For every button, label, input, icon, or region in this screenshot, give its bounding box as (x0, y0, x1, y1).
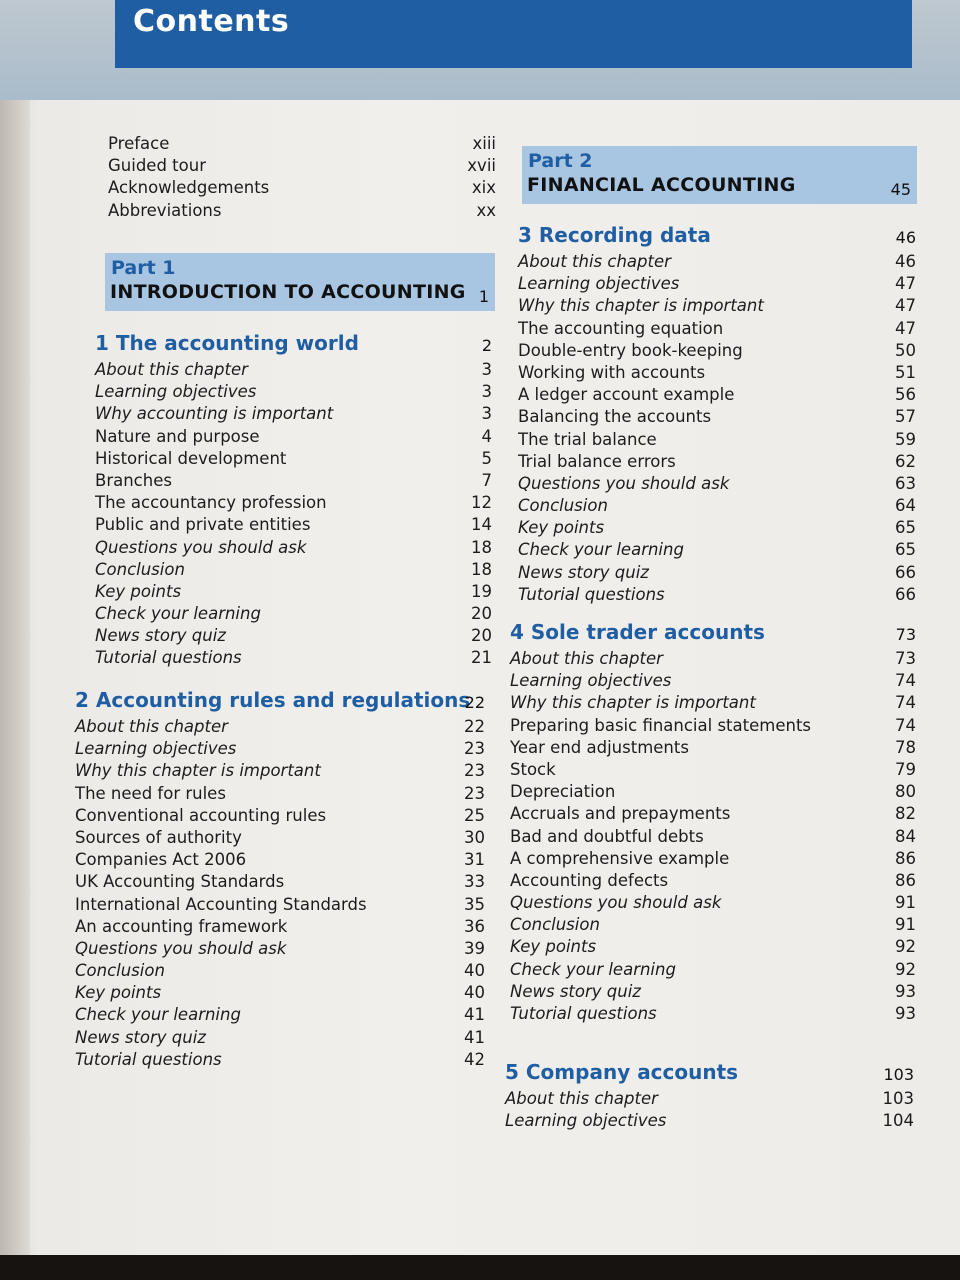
toc-entry-page: 47 (895, 274, 916, 294)
toc-entry (518, 318, 916, 340)
toc-entry-title: News story quiz (95, 626, 226, 646)
toc-entry-page: 51 (895, 362, 916, 382)
toc-entry (518, 429, 916, 451)
toc-entry-title: The accountancy profession (95, 493, 327, 513)
toc-entry-title: Tutorial questions (510, 1004, 657, 1023)
toc-entry (75, 938, 485, 960)
toc-entry (95, 448, 492, 470)
toc-entry-title: About this chapter (518, 252, 671, 271)
toc-entry-page: 46 (895, 252, 916, 271)
toc-entry (75, 760, 485, 782)
toc-entry (75, 783, 485, 805)
toc-entry (95, 625, 492, 647)
chapter-3-block (518, 219, 916, 606)
toc-entry (510, 848, 916, 870)
toc-entry (510, 803, 916, 825)
toc-entry (510, 692, 916, 714)
toc-entry (510, 759, 916, 781)
toc-entry (75, 871, 485, 893)
toc-entry-title: Branches (95, 470, 172, 490)
chapter-heading (505, 1056, 914, 1088)
toc-entry-page: 23 (464, 783, 485, 803)
part-1-label: Part 1 (111, 257, 176, 279)
toc-entry (75, 827, 485, 849)
toc-entry-page: 25 (464, 805, 485, 825)
toc-entry-title: Nature and purpose (95, 426, 260, 446)
chapter-heading (518, 219, 916, 251)
toc-entry-title: About this chapter (75, 717, 228, 736)
toc-entry-title: Learning objectives (505, 1111, 667, 1131)
part-2-box (522, 146, 917, 204)
toc-entry-page: 84 (895, 826, 916, 846)
toc-entry-title: Preparing basic financial statements (510, 715, 812, 735)
toc-entry-title: Bad and doubtful debts (510, 826, 704, 846)
toc-entry-title: Trial balance errors (518, 451, 676, 471)
toc-entry-title: Why this chapter is important (75, 761, 321, 781)
toc-entry (108, 133, 496, 155)
toc-entry-page: xvii (467, 156, 496, 176)
toc-entry (510, 892, 916, 914)
toc-entry (518, 451, 916, 473)
toc-entry (518, 362, 916, 384)
toc-entry-page: 93 (895, 981, 916, 1001)
toc-entry-page: 73 (895, 649, 916, 668)
toc-entry (505, 1110, 914, 1132)
toc-entry-title: About this chapter (95, 360, 248, 379)
toc-entry-page: 103 (882, 1089, 914, 1108)
toc-entry (518, 495, 916, 517)
toc-entry-page: 86 (895, 870, 916, 890)
toc-entry-title: Why this chapter is important (510, 693, 756, 713)
toc-entry-title: Check your learning (518, 540, 684, 560)
toc-entry (95, 492, 492, 514)
chapter-heading (75, 684, 485, 716)
toc-entry (518, 384, 916, 406)
toc-entry-title: Learning objectives (95, 382, 257, 402)
toc-entry (108, 200, 496, 222)
toc-entry (518, 295, 916, 317)
toc-entry-title: Tutorial questions (75, 1049, 222, 1069)
toc-entry-page: 23 (464, 761, 485, 781)
chapter-heading-title: 2 Accounting rules and regulations (75, 688, 471, 712)
toc-entry-title: Abbreviations (108, 200, 222, 220)
toc-entry-title: Historical development (95, 448, 287, 468)
toc-entry-title: Conclusion (95, 559, 185, 579)
toc-entry-title: Public and private entities (95, 515, 311, 535)
toc-entry-title: Learning objectives (510, 671, 672, 691)
toc-entry-title: Key points (75, 983, 162, 1003)
toc-entry-page: 30 (464, 827, 485, 847)
toc-entry-page: 57 (895, 407, 916, 427)
chapter-heading-page: 22 (464, 693, 485, 712)
toc-entry-title: An accounting framework (75, 916, 288, 936)
chapter-heading (95, 327, 492, 359)
part-2-title: FINANCIAL ACCOUNTING (527, 174, 796, 196)
toc-entry-page: 74 (895, 671, 916, 691)
toc-entry-page: 78 (895, 737, 916, 757)
toc-entry-page: 3 (481, 360, 492, 379)
toc-entry-title: A comprehensive example (510, 848, 730, 868)
toc-entry (75, 894, 485, 916)
toc-entry-title: Check your learning (510, 959, 676, 979)
table-surface (0, 1255, 960, 1280)
chapter-2-block (75, 684, 485, 1071)
toc-entry-page: 93 (895, 1004, 916, 1023)
book-spine-shadow (0, 0, 30, 1255)
toc-entry-page: 63 (895, 473, 916, 493)
toc-entry-title: The accounting equation (518, 318, 724, 338)
toc-entry-title: Tutorial questions (518, 584, 665, 604)
toc-entry (510, 914, 916, 936)
toc-entry-page: 23 (464, 739, 485, 759)
toc-entry-page: 18 (471, 537, 492, 557)
toc-entry-page: 74 (895, 693, 916, 713)
toc-entry-page: 40 (464, 961, 485, 981)
toc-entry-title: News story quiz (518, 562, 649, 582)
toc-entry (95, 359, 492, 381)
toc-entry-title: Check your learning (75, 1005, 241, 1025)
toc-entry (510, 715, 916, 737)
toc-entry (75, 738, 485, 760)
toc-entry (510, 648, 916, 670)
toc-entry-page: 92 (895, 937, 916, 957)
chapter-heading-title: 5 Company accounts (505, 1060, 739, 1084)
toc-entry-page: 82 (895, 804, 916, 824)
toc-entry (510, 870, 916, 892)
toc-entry-page: 5 (481, 448, 492, 468)
chapter-heading-page: 46 (895, 228, 916, 247)
toc-entry-page: 3 (481, 382, 492, 402)
part-1-title: INTRODUCTION TO ACCOUNTING (110, 281, 466, 303)
toc-entry-page: 66 (895, 584, 916, 604)
toc-entry (510, 826, 916, 848)
toc-entry-page: 86 (895, 848, 916, 868)
toc-entry-page: 7 (481, 470, 492, 490)
toc-entry (75, 1004, 485, 1026)
toc-entry-page: 36 (464, 916, 485, 936)
title-bar (115, 0, 912, 68)
toc-entry-title: Companies Act 2006 (75, 850, 247, 870)
toc-entry (75, 849, 485, 871)
toc-entry-page: 12 (471, 493, 492, 513)
toc-entry-title: Conventional accounting rules (75, 805, 327, 825)
page-title: Contents (133, 4, 290, 39)
toc-entry-page: 21 (471, 648, 492, 668)
toc-entry-page: 91 (895, 893, 916, 913)
toc-entry-title: Year end adjustments (510, 737, 689, 757)
toc-entry-title: Accruals and prepayments (510, 804, 731, 824)
toc-entry (510, 670, 916, 692)
toc-entry-title: Preface (108, 134, 170, 153)
toc-entry-title: Stock (510, 759, 556, 779)
toc-entry (95, 647, 492, 669)
toc-entry (518, 406, 916, 428)
chapter-heading-title: 4 Sole trader accounts (510, 620, 765, 644)
toc-entry-page: 42 (464, 1049, 485, 1069)
part-1-box (105, 253, 495, 311)
toc-entry-page: 64 (895, 496, 916, 516)
toc-entry-title: Balancing the accounts (518, 407, 712, 427)
toc-entry-title: Questions you should ask (510, 893, 722, 913)
chapter-heading-title: 3 Recording data (518, 223, 711, 247)
toc-entry (518, 251, 916, 273)
toc-entry-page: 3 (481, 404, 492, 424)
toc-entry (108, 177, 496, 199)
chapter-heading-title: 1 The accounting world (95, 331, 359, 355)
toc-entry-title: Learning objectives (518, 274, 680, 294)
toc-entry (75, 982, 485, 1004)
toc-entry-page: 14 (471, 515, 492, 535)
toc-entry-page: 104 (882, 1111, 914, 1131)
toc-entry (95, 559, 492, 581)
toc-entry-title: Key points (95, 581, 182, 601)
toc-entry-title: Guided tour (108, 156, 206, 176)
toc-entry (95, 603, 492, 625)
toc-entry-page: 39 (464, 938, 485, 958)
toc-entry-title: Accounting defects (510, 870, 669, 890)
toc-entry (95, 403, 492, 425)
toc-entry-page: 41 (464, 1027, 485, 1047)
toc-entry-page: 92 (895, 959, 916, 979)
toc-entry (75, 960, 485, 982)
toc-entry (518, 517, 916, 539)
toc-entry-page: 74 (895, 715, 916, 735)
toc-entry-page: 18 (471, 559, 492, 579)
toc-entry-page: 40 (464, 983, 485, 1003)
toc-entry-title: Questions you should ask (518, 473, 730, 493)
toc-entry (95, 514, 492, 536)
toc-entry-title: The trial balance (518, 429, 657, 449)
toc-entry (518, 562, 916, 584)
toc-entry-title: Tutorial questions (95, 648, 242, 668)
toc-entry (95, 470, 492, 492)
toc-entry-page: 91 (895, 915, 916, 935)
toc-entry-title: Working with accounts (518, 362, 706, 382)
toc-entry (510, 1003, 916, 1025)
toc-entry-page: 65 (895, 540, 916, 560)
toc-entry-page: 19 (471, 581, 492, 601)
chapter-1-block (95, 327, 492, 670)
toc-entry (518, 340, 916, 362)
toc-entry-title: Questions you should ask (75, 938, 287, 958)
toc-entry-title: News story quiz (510, 981, 641, 1001)
toc-entry (95, 537, 492, 559)
toc-entry-page: xix (471, 178, 496, 198)
toc-entry-title: Sources of authority (75, 827, 242, 847)
toc-entry-page: 50 (895, 340, 916, 360)
toc-entry-title: Conclusion (75, 961, 165, 981)
toc-entry-page: 59 (895, 429, 916, 449)
toc-entry-title: Conclusion (518, 496, 608, 516)
toc-entry-title: Why this chapter is important (518, 296, 764, 316)
toc-entry-page: 47 (895, 296, 916, 316)
toc-entry-page: 33 (464, 872, 485, 892)
toc-entry (75, 805, 485, 827)
toc-entry-page: 4 (481, 426, 492, 446)
toc-entry-title: A ledger account example (518, 385, 735, 405)
toc-entry (510, 959, 916, 981)
toc-entry (75, 916, 485, 938)
chapter-heading-page: 103 (883, 1065, 914, 1084)
toc-entry-page: 79 (895, 759, 916, 779)
toc-entry-title: Double-entry book-keeping (518, 340, 743, 360)
toc-entry-page: 62 (895, 451, 916, 471)
toc-entry (518, 273, 916, 295)
toc-entry-title: Acknowledgements (108, 178, 270, 198)
toc-entry (95, 581, 492, 603)
toc-entry-page: 20 (471, 604, 492, 624)
toc-entry (510, 737, 916, 759)
toc-entry (75, 1049, 485, 1071)
toc-entry (75, 716, 485, 738)
toc-entry-title: International Accounting Standards (75, 894, 367, 914)
part-2-label: Part 2 (528, 150, 593, 172)
toc-entry-page: 65 (895, 518, 916, 538)
chapter-5-block (505, 1056, 914, 1132)
toc-entry-title: Check your learning (95, 604, 261, 624)
toc-entry-title: Key points (518, 518, 605, 538)
toc-entry (95, 426, 492, 448)
toc-entry (75, 1027, 485, 1049)
toc-entry-title: About this chapter (510, 649, 663, 668)
chapter-4-block (510, 616, 916, 1025)
toc-entry-title: Key points (510, 937, 597, 957)
toc-entry-title: Questions you should ask (95, 537, 307, 557)
toc-entry-page: 31 (464, 850, 485, 870)
toc-entry-title: UK Accounting Standards (75, 872, 285, 892)
toc-entry (518, 539, 916, 561)
toc-entry-page: 66 (895, 562, 916, 582)
part-2-page: 45 (890, 180, 911, 199)
toc-entry (510, 781, 916, 803)
toc-entry-title: About this chapter (505, 1089, 658, 1108)
toc-entry (510, 936, 916, 958)
toc-entry-page: xiii (472, 134, 496, 153)
toc-entry (518, 584, 916, 606)
part-1-page: 1 (478, 287, 489, 306)
toc-entry-page: 35 (464, 894, 485, 914)
toc-entry-page: 22 (464, 717, 485, 736)
chapter-heading-page: 2 (481, 336, 492, 355)
toc-entry-title: The need for rules (75, 783, 226, 803)
toc-entry-title: Why accounting is important (95, 404, 334, 424)
toc-entry-page: 80 (895, 782, 916, 802)
toc-entry (108, 155, 496, 177)
toc-entry (95, 381, 492, 403)
chapter-heading (510, 616, 916, 648)
toc-entry-page: 41 (464, 1005, 485, 1025)
toc-entry (510, 981, 916, 1003)
toc-entry (505, 1088, 914, 1110)
toc-entry-title: Conclusion (510, 915, 600, 935)
toc-entry-title: Depreciation (510, 782, 616, 802)
front-matter-list (108, 133, 496, 222)
toc-entry-page: 20 (471, 626, 492, 646)
toc-entry (518, 473, 916, 495)
toc-entry-page: 56 (895, 385, 916, 405)
toc-entry-title: Learning objectives (75, 739, 237, 759)
chapter-heading-page: 73 (895, 625, 916, 644)
toc-entry-title: News story quiz (75, 1027, 206, 1047)
toc-entry-page: xx (476, 200, 496, 220)
toc-entry-page: 47 (895, 318, 916, 338)
